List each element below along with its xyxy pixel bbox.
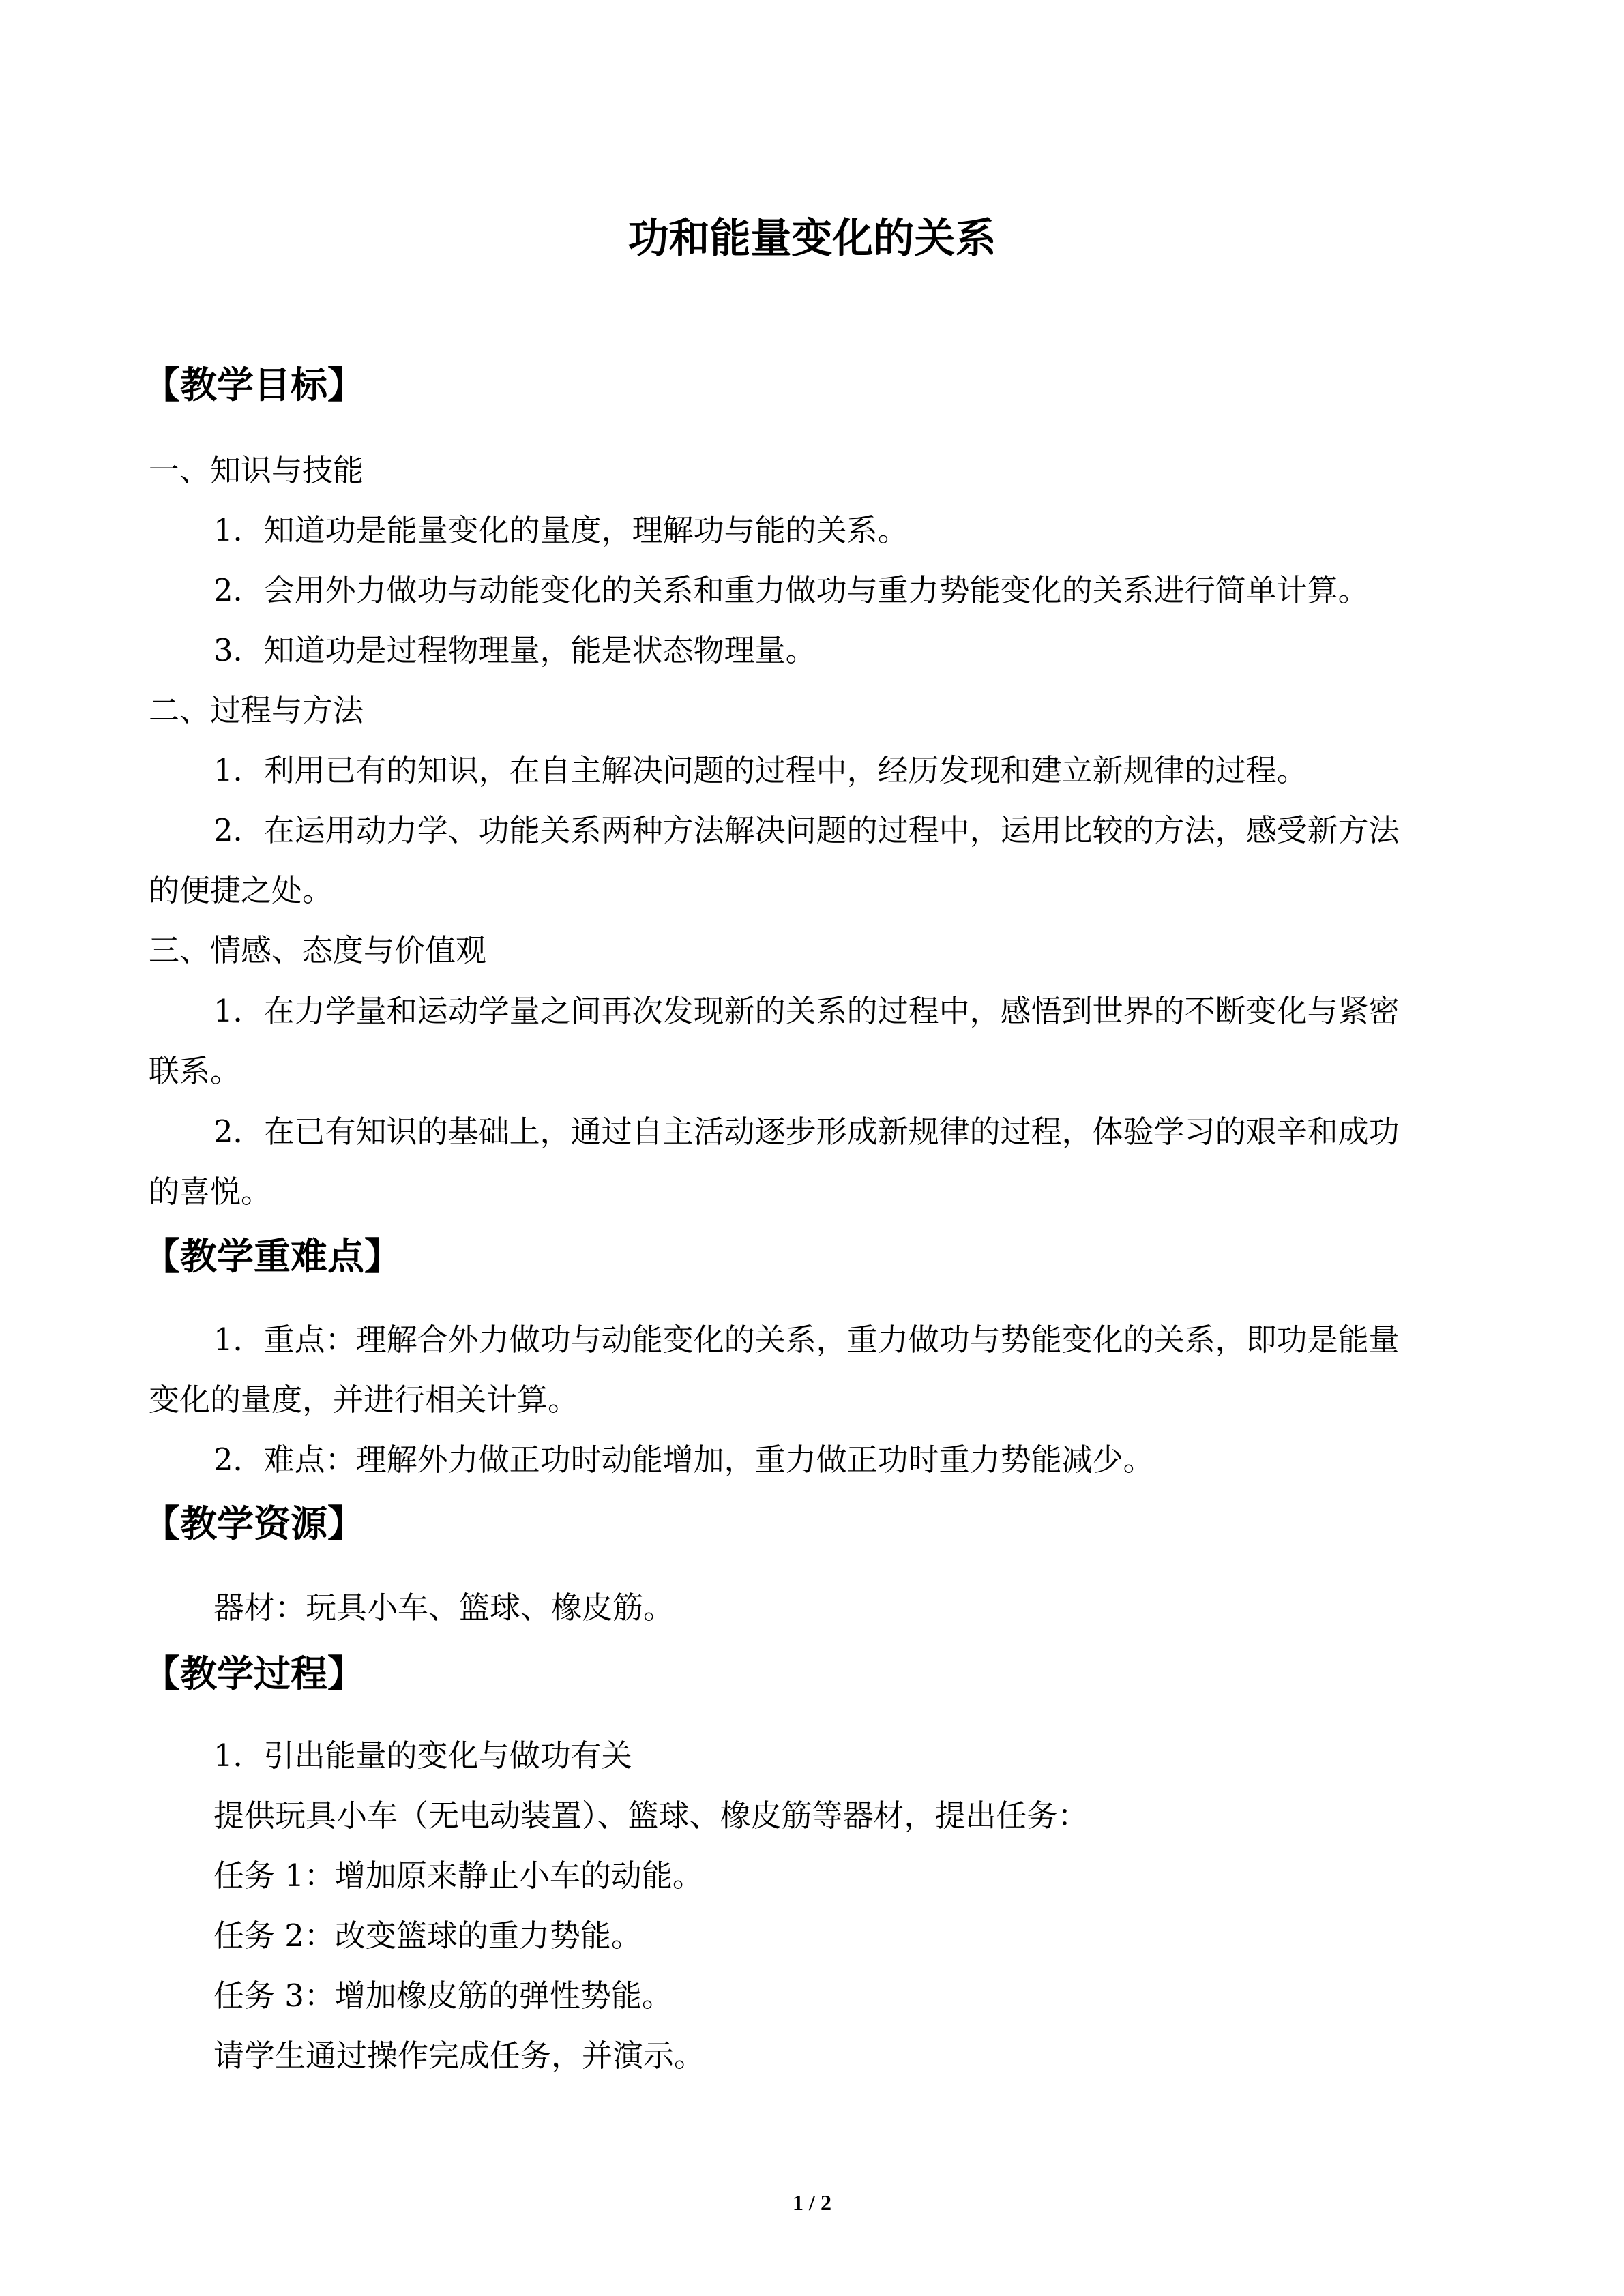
process-line: 任务 2：改变篮球的重力势能。 — [213, 1918, 642, 1954]
process-line: 提供玩具小车（无电动装置）、篮球、橡皮筋等器材，提出任务： — [213, 1798, 1089, 1834]
page-title: 功和能量变化的关系 — [628, 215, 996, 263]
subheading-process-methods: 二、过程与方法 — [149, 692, 364, 728]
list-item-continuation: 的便捷之处。 — [149, 872, 334, 908]
list-item: 2．在已有知识的基础上，通过自主活动逐步形成新规律的过程，体验学习的艰辛和成功 — [213, 1114, 1400, 1150]
list-item: 1．重点：理解合外力做功与动能变化的关系，重力做功与势能变化的关系，即功是能量 — [213, 1322, 1400, 1358]
resources-text: 器材：玩具小车、篮球、橡皮筋。 — [213, 1590, 675, 1626]
process-line: 1．引出能量的变化与做功有关 — [213, 1738, 632, 1774]
process-line: 任务 1：增加原来静止小车的动能。 — [213, 1858, 703, 1894]
heading-keypoints: 【教学重难点】 — [143, 1235, 401, 1278]
heading-resources: 【教学资源】 — [143, 1502, 364, 1545]
process-line: 请学生通过操作完成任务，并演示。 — [213, 2038, 705, 2074]
list-item: 3．知道功是过程物理量，能是状态物理量。 — [213, 632, 816, 668]
list-item-continuation: 联系。 — [149, 1053, 241, 1089]
subheading-knowledge-skills: 一、知识与技能 — [149, 452, 364, 488]
list-item: 1．在力学量和运动学量之间再次发现新的关系的过程中，感悟到世界的不断变化与紧密 — [213, 993, 1400, 1029]
page-number: 1 / 2 — [793, 2190, 831, 2215]
list-item: 1．利用已有的知识，在自主解决问题的过程中，经历发现和建立新规律的过程。 — [213, 752, 1308, 788]
list-item-continuation: 变化的量度，并进行相关计算。 — [149, 1382, 579, 1418]
list-item: 1．知道功是能量变化的量度，理解功与能的关系。 — [213, 512, 909, 548]
process-line: 任务 3：增加橡皮筋的弹性势能。 — [213, 1978, 673, 2014]
heading-objectives: 【教学目标】 — [143, 363, 364, 406]
heading-process: 【教学过程】 — [143, 1652, 364, 1695]
list-item: 2．会用外力做功与动能变化的关系和重力做功与重力势能变化的关系进行简单计算。 — [213, 572, 1369, 608]
list-item: 2．难点：理解外力做正功时动能增加，重力做正功时重力势能减少。 — [213, 1442, 1154, 1478]
list-item-continuation: 的喜悦。 — [149, 1174, 272, 1210]
list-item: 2．在运用动力学、功能关系两种方法解决问题的过程中，运用比较的方法，感受新方法 — [213, 812, 1400, 848]
subheading-attitudes-values: 三、情感、态度与价值观 — [149, 932, 487, 968]
